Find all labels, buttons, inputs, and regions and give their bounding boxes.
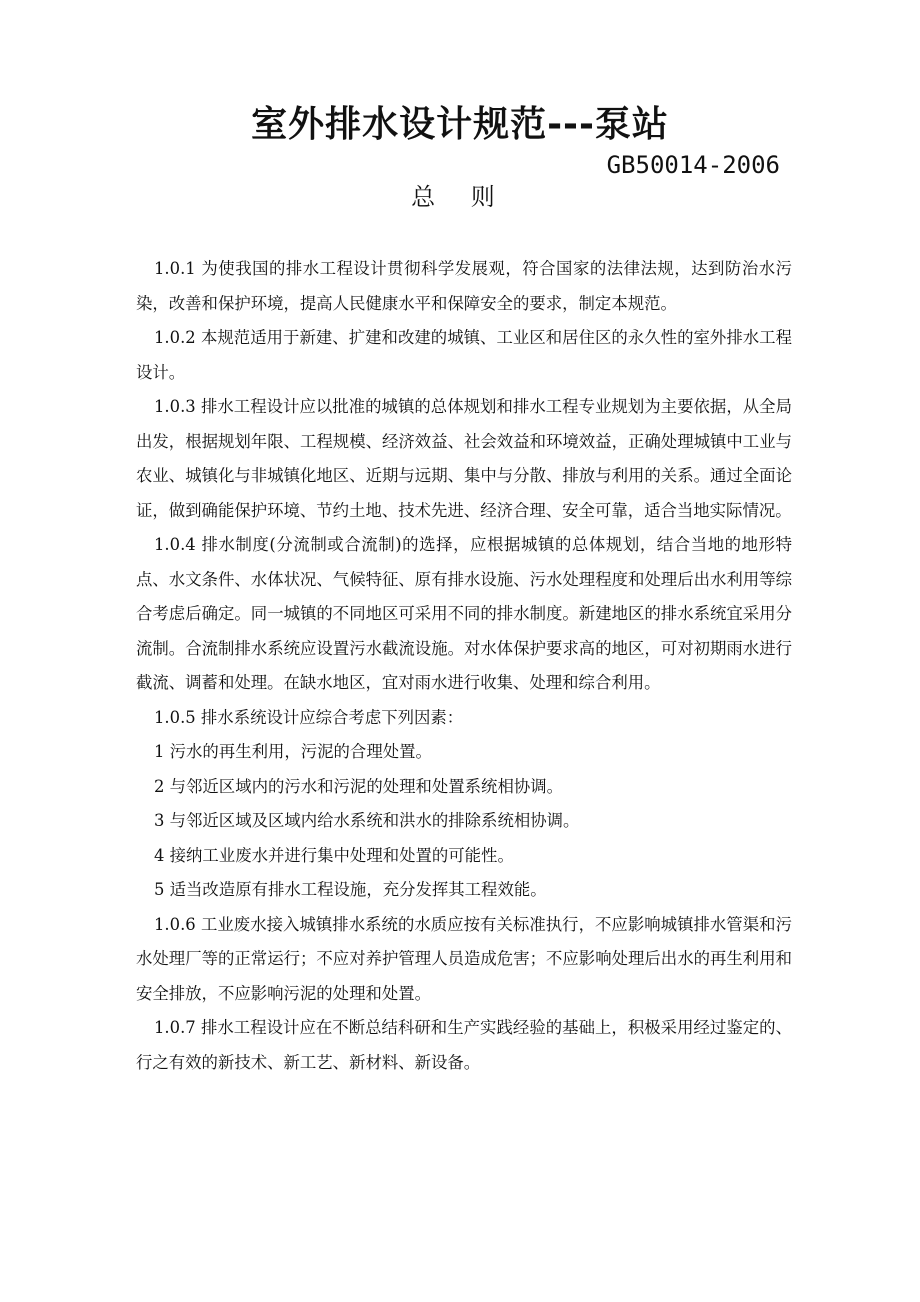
list-item: 5 适当改造原有排水工程设施，充分发挥其工程效能。	[154, 880, 547, 899]
clause-1-0-5: 1.0.5 排水系统设计应综合考虑下列因素：	[154, 707, 464, 727]
clause-1-0-6: 1.0.6 工业废水接入城镇排水系统的水质应按有关标准执行，不应影响城镇排水管渠和污水处理厂等的正常运行；不应对养护管理人员造成危害；不应影响处理后出水的再生利用和安全排放，不应影响污泥的处理和处置。	[136, 914, 792, 1003]
clause-1-0-2: 1.0.2 本规范适用于新建、扩建和改建的城镇、工业区和居住区的永久性的室外排水工程设计。	[136, 328, 792, 382]
list-item: 1 污水的再生利用，污泥的合理处置。	[154, 742, 432, 761]
document-body	[136, 252, 792, 1080]
list-item: 2 与邻近区域内的污水和污泥的处理和处置系统相协调。	[154, 776, 564, 796]
document-title: 室外排水设计规范---泵站	[251, 104, 669, 145]
clause-1-0-7: 1.0.7 排水工程设计应在不断总结科研和生产实践经验的基础上，积极采用经过鉴定的、行之有效的新技术、新工艺、新材料、新设备。	[136, 1018, 792, 1072]
list-item: 4 接纳工业废水并进行集中处理和处置的可能性。	[154, 845, 514, 865]
list-item: 3 与邻近区域及区域内给水系统和洪水的排除系统相协调。	[154, 811, 580, 830]
clause-1-0-3: 1.0.3 排水工程设计应以批准的城镇的总体规划和排水工程专业规划为主要依据，从全局出发，根据规划年限、工程规模、经济效益、社会效益和环境效益，正确处理城镇中工业与农业、城镇化与非城镇化地区、近期与远期、集中与分散、排放与利用的关系。通过全面论证，做到确能保护环境、节约土地、技术先进、经济合理、安全可靠，适合当地实际情况。	[136, 397, 792, 520]
clause-1-0-4: 1.0.4 排水制度(分流制或合流制)的选择，应根据城镇的总体规划，结合当地的地形特点、水文条件、水体状况、气候特征、原有排水设施、污水处理程度和处理后出水利用等综合考虑后确定。同一城镇的不同地区可采用不同的排水制度。新建地区的排水系统宜采用分流制。合流制排水系统应设置污水截流设施。对水体保护要求高的地区，可对初期雨水进行截流、调蓄和处理。在缺水地区，宜对雨水进行收集、处理和综合利用。	[136, 535, 792, 692]
section-heading: 总 则	[411, 183, 509, 211]
clause-1-0-1: 1.0.1 为使我国的排水工程设计贯彻科学发展观，符合国家的法律法规，达到防治水污染，改善和保护环境，提高人民健康水平和保障安全的要求，制定本规范。	[136, 259, 792, 313]
standard-code: GB50014-2006	[606, 151, 780, 179]
